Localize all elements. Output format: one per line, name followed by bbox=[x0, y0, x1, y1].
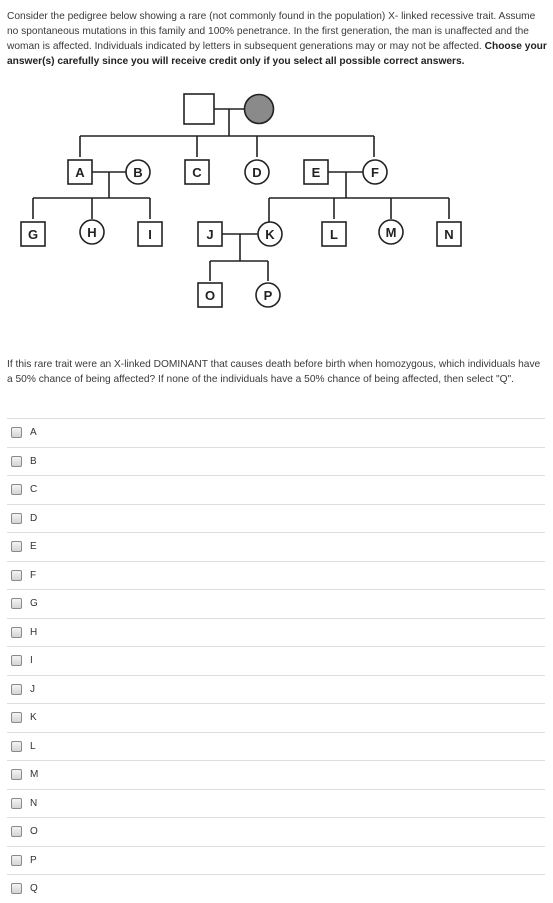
checkbox[interactable] bbox=[11, 627, 22, 638]
option-label: H bbox=[30, 626, 38, 638]
checkbox[interactable] bbox=[11, 798, 22, 809]
checkbox[interactable] bbox=[11, 712, 22, 723]
option-label: D bbox=[30, 512, 38, 524]
checkbox[interactable] bbox=[11, 456, 22, 467]
option-J[interactable] bbox=[7, 675, 545, 704]
option-C[interactable] bbox=[7, 475, 545, 504]
gen1-male bbox=[184, 94, 214, 124]
option-Q[interactable] bbox=[7, 874, 545, 903]
option-label: P bbox=[30, 854, 37, 866]
checkbox[interactable] bbox=[11, 741, 22, 752]
gen1-female-affected bbox=[245, 95, 274, 124]
individual-H bbox=[80, 220, 104, 244]
option-P[interactable] bbox=[7, 846, 545, 875]
svg-text:H: H bbox=[87, 225, 97, 240]
option-label: C bbox=[30, 484, 38, 496]
individual-P bbox=[256, 283, 280, 307]
checkbox[interactable] bbox=[11, 769, 22, 780]
individual-M bbox=[379, 220, 403, 244]
checkbox[interactable] bbox=[11, 513, 22, 524]
pedigree-diagram bbox=[0, 85, 553, 310]
checkbox[interactable] bbox=[11, 883, 22, 894]
svg-text:L: L bbox=[330, 227, 338, 242]
checkbox[interactable] bbox=[11, 541, 22, 552]
option-label: M bbox=[30, 769, 39, 781]
option-M[interactable] bbox=[7, 760, 545, 789]
option-E[interactable] bbox=[7, 532, 545, 561]
option-label: J bbox=[30, 683, 35, 695]
svg-text:G: G bbox=[27, 227, 39, 242]
intro-paragraph: Consider the pedigree below showing a rare (not commonly found in the population) X- linked recessive trait. Assume no spontaneous mutations in this family and 100% penetrance. In the first generation, the man is unaffected and the woman is affected. Individuals indicated by letters in subsequent generations may or may not be affected. bbox=[7, 11, 536, 52]
svg-text:F: F bbox=[371, 165, 379, 180]
option-F[interactable] bbox=[7, 561, 545, 590]
individual-D bbox=[245, 160, 269, 184]
option-label: L bbox=[30, 740, 36, 752]
checkbox[interactable] bbox=[11, 427, 22, 438]
svg-text:C: C bbox=[192, 165, 202, 180]
checkbox[interactable] bbox=[11, 655, 22, 666]
option-label: G bbox=[30, 598, 38, 610]
svg-text:M: M bbox=[385, 225, 397, 240]
individual-I bbox=[138, 222, 162, 246]
svg-text:O: O bbox=[204, 288, 216, 303]
individual-F bbox=[363, 160, 387, 184]
option-B[interactable] bbox=[7, 447, 545, 476]
svg-text:K: K bbox=[265, 227, 275, 242]
option-L[interactable] bbox=[7, 732, 545, 761]
individual-J bbox=[198, 222, 222, 246]
svg-text:N: N bbox=[444, 227, 454, 242]
option-label: Q bbox=[30, 883, 38, 895]
individual-G bbox=[21, 222, 45, 246]
option-N[interactable] bbox=[7, 789, 545, 818]
option-D[interactable] bbox=[7, 504, 545, 533]
option-label: O bbox=[30, 826, 38, 838]
option-label: I bbox=[30, 655, 33, 667]
svg-text:A: A bbox=[75, 165, 85, 180]
checkbox[interactable] bbox=[11, 684, 22, 695]
option-A[interactable] bbox=[7, 418, 545, 447]
individual-K bbox=[258, 222, 282, 246]
option-K[interactable] bbox=[7, 703, 545, 732]
checkbox[interactable] bbox=[11, 570, 22, 581]
option-label: A bbox=[30, 427, 37, 439]
option-G[interactable] bbox=[7, 589, 545, 618]
checkbox[interactable] bbox=[11, 855, 22, 866]
svg-text:J: J bbox=[206, 227, 214, 242]
intro-instruction: Choose your answer(s) carefully since you will receive credit only if you select all possible correct answers. bbox=[7, 41, 547, 67]
svg-text:I: I bbox=[148, 227, 152, 242]
individual-O bbox=[198, 283, 222, 307]
individual-L bbox=[322, 222, 346, 246]
question-text: If this rare trait were an X-linked DOMINANT that causes death before birth when homozygous, which individuals have a 50% chance of being affected? If none of the individuals have a 50% chance of being affected, then select "Q". bbox=[7, 359, 541, 385]
option-label: F bbox=[30, 569, 37, 581]
individual-C bbox=[185, 160, 209, 184]
svg-text:D: D bbox=[252, 165, 262, 180]
option-H[interactable] bbox=[7, 618, 545, 647]
svg-text:E: E bbox=[311, 165, 321, 180]
svg-text:P: P bbox=[263, 288, 273, 303]
checkbox[interactable] bbox=[11, 484, 22, 495]
option-I[interactable] bbox=[7, 646, 545, 675]
individual-B bbox=[126, 160, 150, 184]
option-label: B bbox=[30, 455, 37, 467]
option-label: N bbox=[30, 797, 38, 809]
svg-text:B: B bbox=[133, 165, 143, 180]
individual-N bbox=[437, 222, 461, 246]
option-label: K bbox=[30, 712, 37, 724]
option-label: E bbox=[30, 541, 37, 553]
answer-options bbox=[7, 418, 545, 903]
pedigree-lines bbox=[33, 109, 449, 281]
checkbox[interactable] bbox=[11, 598, 22, 609]
individual-E bbox=[304, 160, 328, 184]
individual-A bbox=[68, 160, 92, 184]
checkbox[interactable] bbox=[11, 826, 22, 837]
option-O[interactable] bbox=[7, 817, 545, 846]
intro-text bbox=[7, 9, 547, 69]
